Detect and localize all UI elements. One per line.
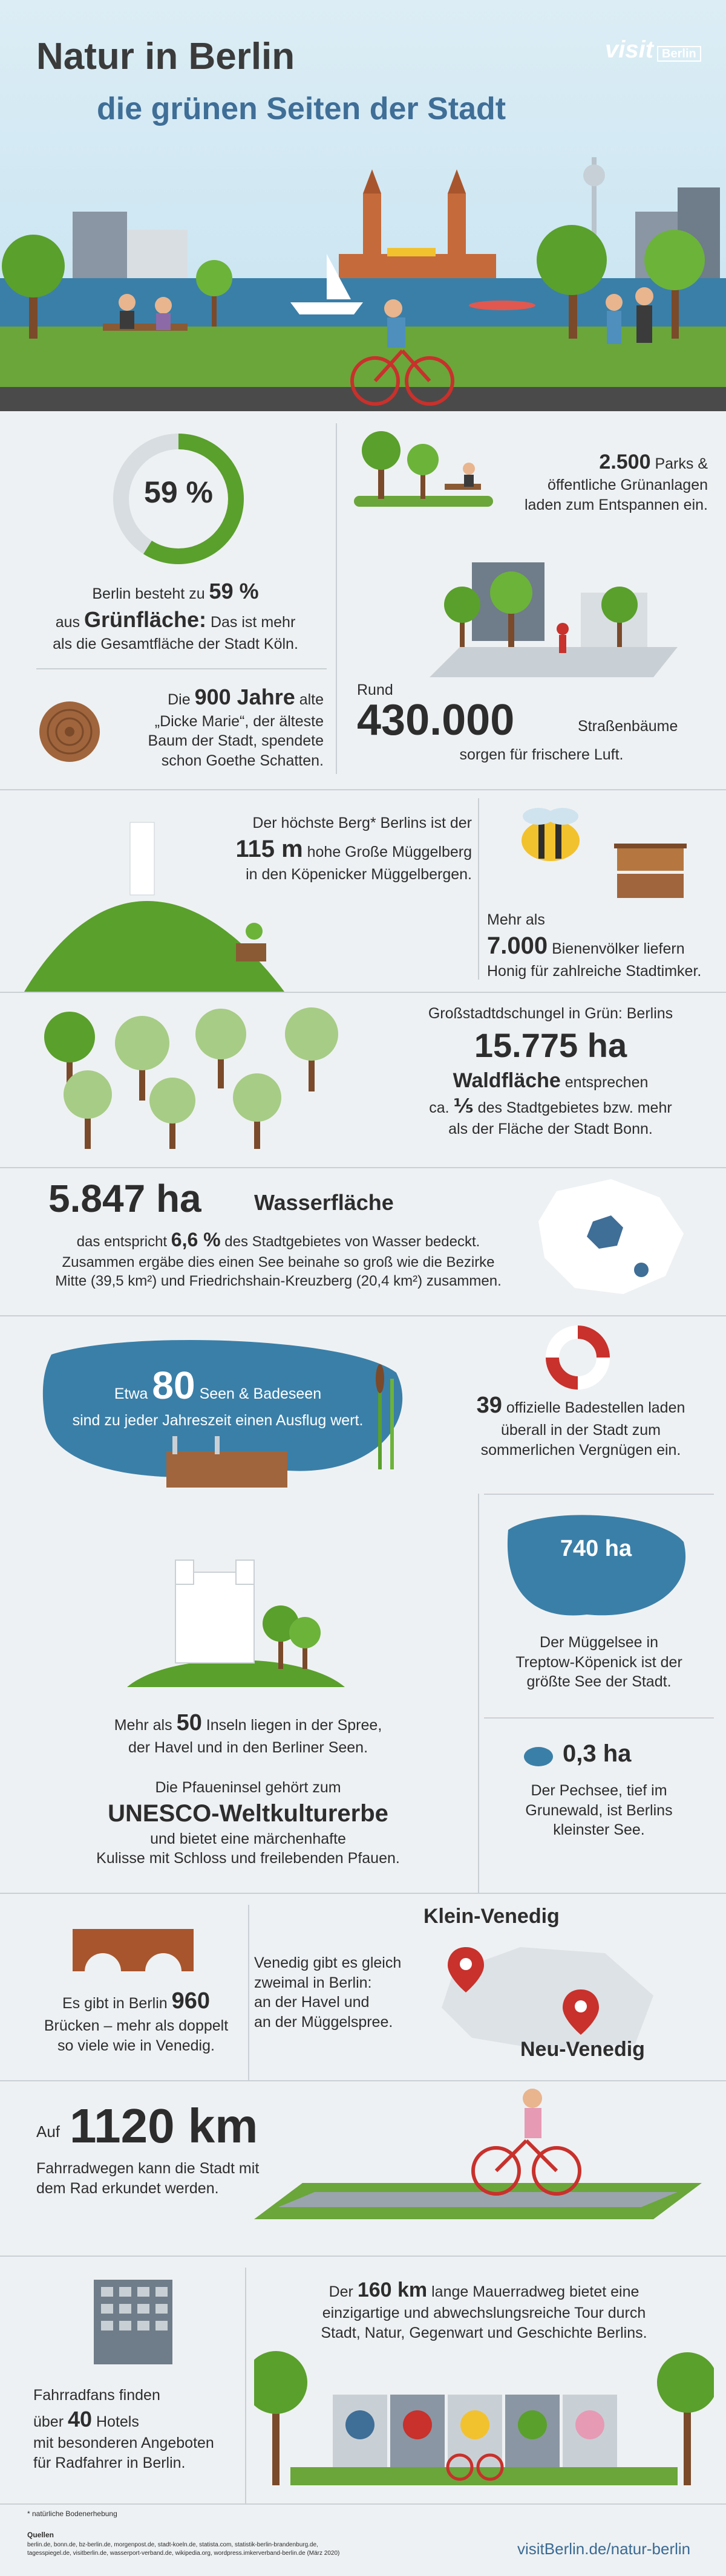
natur-berlin-link[interactable]: visitBerlin.de/natur-berlin [517, 2540, 691, 2558]
rad-pre: Auf [36, 2122, 60, 2141]
cyclist-illustration [254, 2086, 702, 2243]
sources-text: berlin.de, bonn.de, bz-berlin.de, morgenpost.de, stadt-koeln.de, statista.com, statistik-berlin-brandenburg.de, tagesspiegel.de, visitberlin.de, wasserport-verband.de, wikipedia.org, wordpress.imkerverband-berlin.de (März 2020) [27, 2542, 340, 2557]
park-illustration [354, 423, 499, 514]
mueggelsee-text: Der Müggelsee in Treptow-Köpenick ist der größte See der Stadt. [515, 1634, 682, 1690]
wasser-text: das entspricht 6,6 % des Stadtgebietes von Wasser bedeckt. Zusammen ergäbe dies einen See beinahe so groß wie die Bezirke Mitte (39,5 km²) und Friedrichshain-Kreuzberg (20,4 km²) zusammen. [55, 1229, 502, 1289]
bruecken-text: Es gibt in Berlin 960 Brücken – mehr als doppelt so viele wie in Venedig. [44, 1988, 229, 2054]
street-trees-illustration [424, 556, 690, 689]
berlin-map-icon [520, 1167, 702, 1306]
wasser-unit: Wasserfläche [254, 1190, 394, 1215]
neu-venedig-label: Neu-Venedig [520, 2038, 645, 2061]
pechsee-text: Der Pechsee, tief im Grunewald, ist Berlins kleinster See. [525, 1782, 673, 1838]
trees-unit: Straßenbäume [578, 718, 678, 735]
trees-pre: Rund [357, 681, 393, 698]
badestellen-text: 39 offizielle Badestellen laden überall in der Stadt zum sommerlichen Vergnügen ein. [476, 1393, 685, 1459]
pechsee-number: 0,3 ha [563, 1740, 632, 1767]
hotels-text: Fahrradfans finden über 40 Hotels mit besonderen Angeboten für Radfahrer in Berlin. [33, 2387, 214, 2471]
inseln-text: Mehr als 50 Inseln liegen in der Spree, der Havel und in den Berliner Seen. [114, 1710, 382, 1757]
berlin-wall-illustration [254, 2346, 714, 2491]
city-skyline-illustration [0, 133, 726, 411]
rad-text: Fahrradwegen kann die Stadt mit dem Rad erkundet werden. [36, 2160, 260, 2197]
seen-text: Etwa 80 Seen & Badeseen sind zu jeder Jahreszeit einen Ausflug wert. [72, 1364, 364, 1429]
green-share-text: Berlin besteht zu 59 % aus Grünfläche: Das ist mehr als die Gesamtfläche der Stadt Köln. [53, 579, 298, 652]
rad-number: 1120 km [70, 2099, 258, 2153]
tree-trunk-icon [33, 695, 106, 768]
wasser-number: 5.847 ha [48, 1177, 201, 1220]
berg-text: Der höchste Berg* Berlins ist der 115 m hohe Große Müggelberg in den Köpenicker Müggelbergen. [235, 815, 472, 883]
bienen-text: Mehr als 7.000 Bienenvölker liefern Honig für zahlreiche Stadtimker. [487, 911, 702, 980]
life-ring-icon [544, 1324, 611, 1391]
visitberlin-logo[interactable]: visit Berlin [605, 36, 701, 63]
mauer-text: Der 160 km lange Mauerradweg bietet eine einzigartige und abwechslungsreiche Tour durch Stadt, Natur, Gegenwart und Geschichte Berlins. [321, 2278, 647, 2341]
venedig-text: Venedig gibt es gleich zweimal in Berlin: an der Havel und an der Müggelspree. [254, 1954, 402, 2031]
unesco-text: Die Pfaueninsel gehört zum UNESCO-Weltkulturerbe und bietet eine märchenhafte Kulisse mit Schloss und freilebenden Pfauen. [96, 1779, 400, 1867]
footnote: * natürliche Bodenerhebung [27, 2509, 117, 2518]
forest-illustration [24, 1004, 399, 1155]
hotel-building-icon [88, 2274, 178, 2364]
pechsee-shape [520, 1742, 557, 1772]
bee-illustration [496, 798, 714, 919]
marie-text: Die 900 Jahre alte „Dicke Marie“, der älteste Baum der Stadt, spendete schon Goethe Schatten. [148, 685, 324, 769]
bridge-icon [73, 1929, 194, 1977]
hero-section [0, 0, 726, 411]
island-illustration [121, 1548, 351, 1693]
sources-title: Quellen [27, 2531, 54, 2539]
page-title: Natur in Berlin [36, 36, 295, 77]
page-subtitle: die grünen Seiten der Stadt [97, 91, 506, 126]
mueggelsee-number: 740 ha [560, 1536, 632, 1561]
trees-text: sorgen für frischere Luft. [459, 746, 624, 763]
mueggelsee-shape [496, 1506, 696, 1627]
green-share-percent: 59 % [144, 475, 213, 509]
wald-text: Großstadtdschungel in Grün: Berlins 15.775 ha Waldfläche entsprechen ca. ⅕ des Stadtgebietes bzw. mehr als der Fläche der Stadt Bonn. [428, 1005, 673, 1138]
parks-text: 2.500 Parks & öffentliche Grünanlagen laden zum Entspannen ein. [525, 450, 708, 513]
klein-venedig-label: Klein-Venedig [424, 1905, 560, 1928]
trees-number: 430.000 [357, 696, 515, 744]
